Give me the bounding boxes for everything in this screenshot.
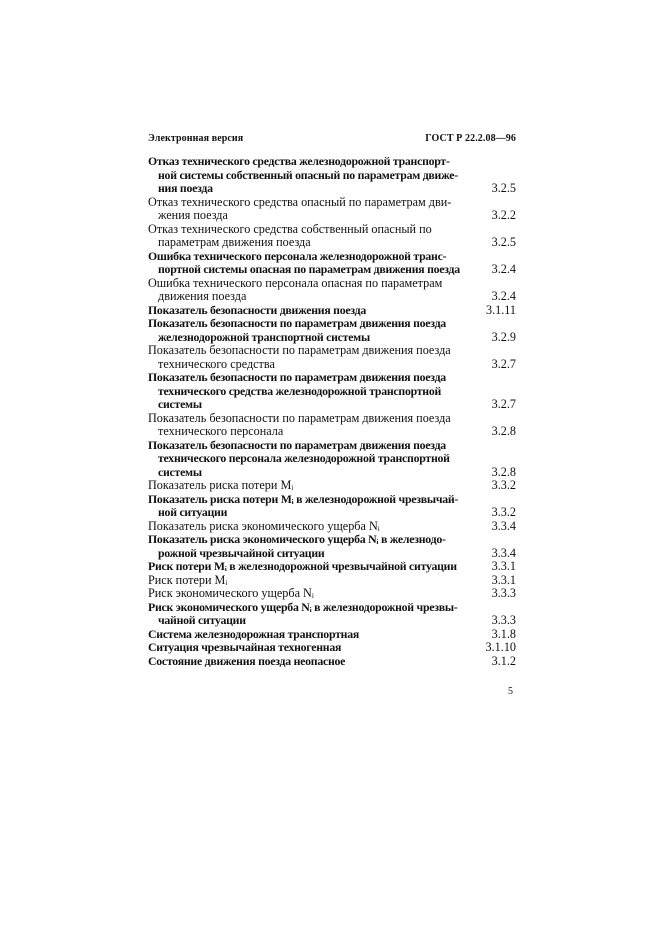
- index-section-ref: 3.2.5: [491, 181, 516, 195]
- index-term: [148, 493, 472, 520]
- index-term-line: Риск потери Mᵢ: [148, 572, 228, 587]
- index-section-ref: 3.3.2: [491, 505, 516, 519]
- index-term-line: рожной чрезвычайной ситуации: [158, 545, 325, 560]
- index-term-line: Показатель безопасности по параметрам движения поезда: [148, 437, 446, 452]
- index-entry: [148, 493, 516, 520]
- index-term-line: Отказ технического средства железнодорожной транспорт-: [148, 154, 450, 168]
- index-term: [148, 196, 472, 223]
- index-section-ref: 3.1.11: [485, 302, 516, 317]
- index-term-line: Показатель риска потери Mᵢ в железнодорожной чрезвычай-: [148, 491, 459, 506]
- index-section-ref: 3.3.2: [491, 478, 516, 492]
- index-term: [148, 155, 472, 196]
- index-entry: [148, 196, 516, 223]
- index-term: [148, 641, 472, 655]
- index-term-line: движения поезда: [158, 289, 247, 303]
- index-section-ref: 3.1.10: [485, 640, 516, 654]
- index-term-line: ния поезда: [158, 181, 213, 195]
- index-term: [148, 371, 472, 412]
- index-entry: [148, 520, 516, 534]
- index-section-ref: 3.3.4: [491, 545, 516, 560]
- index-section-ref: 3.3.3: [491, 613, 516, 627]
- index-term: [148, 250, 472, 277]
- index-term-line: технического средства железнодорожной транспортной: [158, 383, 442, 398]
- index-term-line: Система железнодорожная транспортная: [148, 626, 359, 641]
- index-term-line: Риск экономического ущерба Nᵢ: [148, 586, 314, 600]
- index-section-ref: 3.2.7: [491, 397, 516, 411]
- index-term-line: чайной ситуации: [158, 613, 246, 627]
- index-term: [148, 412, 472, 439]
- index-section-ref: 3.2.8: [491, 424, 516, 438]
- index-entry: [148, 344, 516, 371]
- index-term-line: Ошибка технического персонала железнодорожной транс-: [148, 248, 447, 263]
- index-term-line: Показатель риска потери Mᵢ: [148, 478, 294, 492]
- index-entry: [148, 371, 516, 412]
- index-term-line: Показатель безопасности по параметрам движения поезда: [148, 316, 446, 330]
- index-section-ref: 3.1.2: [491, 653, 516, 668]
- index-section-ref: 3.3.3: [491, 586, 516, 600]
- index-term: [148, 223, 472, 250]
- index-section-ref: 3.3.1: [491, 572, 516, 587]
- index-term-line: Ситуация чрезвычайная техногенная: [148, 640, 342, 654]
- page-number: 5: [508, 686, 513, 697]
- index-section-ref: 3.2.2: [491, 208, 516, 222]
- index-term-line: портной системы опасная по параметрам движения поезда: [158, 262, 460, 276]
- index-term: [148, 317, 472, 344]
- index-entry: [148, 641, 516, 655]
- index-entry: [148, 479, 516, 493]
- index-term-line: Ошибка технического персонала опасная по параметрам: [148, 275, 443, 290]
- index-term: [148, 439, 472, 480]
- index-term-line: технического персонала: [158, 424, 284, 438]
- index-section-ref: 3.2.4: [491, 262, 516, 276]
- index-entry: [148, 655, 516, 669]
- index-term: [148, 601, 472, 628]
- index-term: [148, 344, 472, 371]
- index-entry: [148, 628, 516, 642]
- index-term-line: системы: [158, 397, 202, 411]
- alphabetical-term-index: [148, 155, 516, 668]
- index-term-line: Отказ технического средства собственный опасный по: [148, 221, 432, 236]
- index-term-line: Показатель безопасности движения поезда: [148, 302, 366, 317]
- index-term: [148, 479, 472, 493]
- index-entry: [148, 223, 516, 250]
- index-term: [148, 533, 472, 560]
- index-entry: [148, 439, 516, 480]
- index-term-line: Состояние движения поезда неопасное: [148, 653, 346, 668]
- index-entry: [148, 317, 516, 344]
- index-section-ref: 3.2.8: [491, 464, 516, 479]
- index-entry: [148, 601, 516, 628]
- index-entry: [148, 587, 516, 601]
- index-term-line: системы: [158, 464, 202, 479]
- index-entry: [148, 560, 516, 574]
- header-edition-label: Электронная версия: [148, 133, 244, 144]
- index-term-line: Показатель риска экономического ущерба Nᵢ в железнодо-: [148, 532, 446, 546]
- index-section-ref: 3.2.7: [491, 356, 516, 371]
- index-entry: [148, 250, 516, 277]
- index-term-line: Показатель безопасности по параметрам движения поезда: [148, 410, 451, 425]
- index-term-line: Показатель риска экономического ущерба Nᵢ: [148, 518, 380, 533]
- index-term-line: Показатель безопасности по параметрам движения поезда: [148, 370, 446, 384]
- index-section-ref: 3.2.4: [491, 289, 516, 303]
- index-term-line: Отказ технического средства опасный по параметрам дви-: [148, 194, 452, 209]
- index-section-ref: 3.3.4: [491, 518, 516, 533]
- index-term-line: жения поезда: [158, 208, 228, 222]
- index-entry: [148, 155, 516, 196]
- index-term: [148, 628, 472, 642]
- index-term: [148, 520, 472, 534]
- header-standard-number: ГОСТ Р 22.2.08—96: [425, 133, 516, 144]
- index-section-ref: 3.2.5: [491, 235, 516, 249]
- index-entry: [148, 304, 516, 318]
- index-term-line: технического персонала железнодорожной транспортной: [158, 451, 450, 465]
- index-term: [148, 560, 472, 574]
- index-entry: [148, 277, 516, 304]
- index-term: [148, 587, 472, 601]
- index-term: [148, 304, 472, 318]
- index-term-line: Показатель безопасности по параметрам движения поезда: [148, 343, 451, 357]
- index-term-line: Риск потери Mᵢ в железнодорожной чрезвычайной ситуации: [148, 559, 457, 573]
- index-term-line: Риск экономического ущерба Nᵢ в железнодорожной чрезвы-: [148, 599, 458, 614]
- index-term-line: ной ситуации: [158, 505, 228, 519]
- index-entry: [148, 412, 516, 439]
- index-section-ref: 3.3.1: [491, 559, 516, 573]
- index-section-ref: 3.2.9: [491, 329, 516, 344]
- index-term: [148, 277, 472, 304]
- index-term: [148, 574, 472, 588]
- index-term-line: ной системы собственный опасный по параметрам движе-: [158, 167, 458, 182]
- index-section-ref: 3.1.8: [491, 626, 516, 641]
- index-term-line: железнодорожной транспортной системы: [158, 329, 370, 344]
- index-term-line: технического средства: [158, 356, 275, 371]
- index-entry: [148, 574, 516, 588]
- index-entry: [148, 533, 516, 560]
- index-term-line: параметрам движения поезда: [158, 235, 311, 249]
- index-term: [148, 655, 472, 669]
